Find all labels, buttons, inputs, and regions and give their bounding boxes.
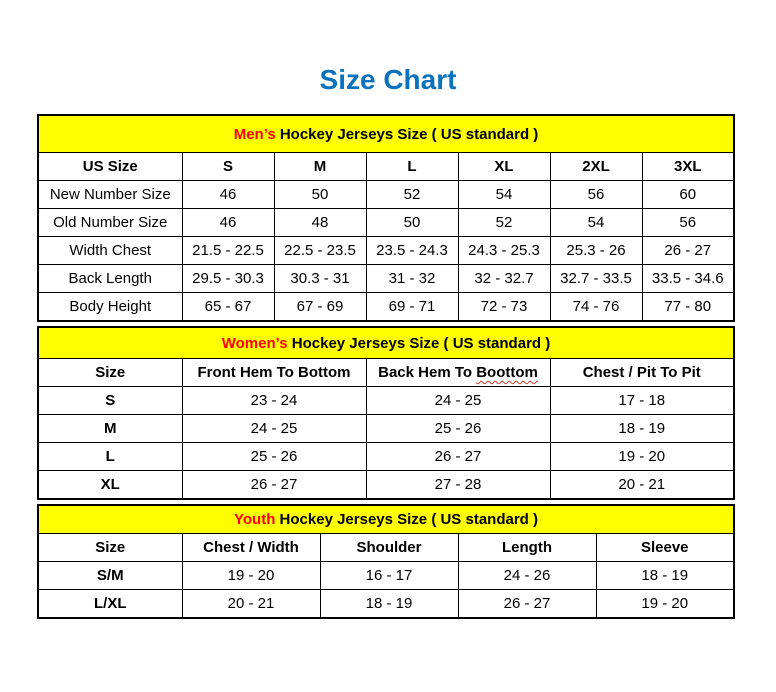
mens-col-header-5: 2XL <box>550 153 642 181</box>
mens-cell-r0-c5: 60 <box>642 181 734 209</box>
mens-cell-r3-c5: 33.5 - 34.6 <box>642 265 734 293</box>
youth-banner-highlight: Youth <box>234 511 276 528</box>
womens-cell-r2-c1: 26 - 27 <box>366 443 550 471</box>
youth-col-header-3: Length <box>458 534 596 562</box>
mens-table-row-1 <box>38 209 734 237</box>
mens-row-label-0: New Number Size <box>38 181 182 209</box>
mens-cell-r0-c0: 46 <box>182 181 274 209</box>
mens-cell-r2-c2: 23.5 - 24.3 <box>366 237 458 265</box>
womens-cell-r2-c2: 19 - 20 <box>550 443 734 471</box>
youth-cell-r0-c2: 24 - 26 <box>458 562 596 590</box>
youth-banner <box>38 505 734 534</box>
womens-table-row-1 <box>38 415 734 443</box>
mens-banner-highlight: Men’s <box>233 125 276 143</box>
mens-cell-r0-c1: 50 <box>274 181 366 209</box>
mens-cell-r3-c0: 29.5 - 30.3 <box>182 265 274 293</box>
mens-cell-r2-c1: 22.5 - 23.5 <box>274 237 366 265</box>
womens-cell-r3-c1: 27 - 28 <box>366 471 550 500</box>
mens-row-label-2: Width Chest <box>38 237 182 265</box>
youth-cell-r1-c3: 19 - 20 <box>596 590 734 619</box>
womens-row-label-1: M <box>38 415 182 443</box>
womens-col-header-3: Chest / Pit To Pit <box>550 359 734 387</box>
womens-cell-r3-c2: 20 - 21 <box>550 471 734 500</box>
womens-table-row-2 <box>38 443 734 471</box>
youth-cell-r0-c3: 18 - 19 <box>596 562 734 590</box>
mens-banner-text: Hockey Jerseys Size ( US standard ) <box>275 125 539 143</box>
womens-col-header-0: Size <box>38 359 182 387</box>
womens-banner <box>38 327 734 359</box>
youth-row-label-0: S/M <box>38 562 182 590</box>
mens-row-label-3: Back Length <box>38 265 182 293</box>
youth-cell-r1-c2: 26 - 27 <box>458 590 596 619</box>
womens-cell-r1-c1: 25 - 26 <box>366 415 550 443</box>
youth-row-label-1: L/XL <box>38 590 182 619</box>
mens-table-row-3 <box>38 265 734 293</box>
youth-cell-r0-c0: 19 - 20 <box>182 562 320 590</box>
mens-cell-r2-c3: 24.3 - 25.3 <box>458 237 550 265</box>
mens-cell-r3-c3: 32 - 32.7 <box>458 265 550 293</box>
womens-row-label-2: L <box>38 443 182 471</box>
womens-cell-r1-c2: 18 - 19 <box>550 415 734 443</box>
mens-cell-r4-c0: 65 - 67 <box>182 293 274 322</box>
mens-col-header-3: L <box>366 153 458 181</box>
mens-col-header-1: S <box>182 153 274 181</box>
size-chart-tables <box>37 114 735 619</box>
mens-cell-r2-c5: 26 - 27 <box>642 237 734 265</box>
womens-banner-text: Hockey Jerseys Size ( US standard ) <box>287 334 551 352</box>
youth-banner-text: Hockey Jerseys Size ( US standard ) <box>275 511 538 528</box>
womens-row-label-3: XL <box>38 471 182 500</box>
mens-size-table <box>37 114 735 322</box>
youth-table-row-0 <box>38 562 734 590</box>
mens-cell-r2-c4: 25.3 - 26 <box>550 237 642 265</box>
mens-cell-r4-c5: 77 - 80 <box>642 293 734 322</box>
mens-cell-r3-c1: 30.3 - 31 <box>274 265 366 293</box>
womens-cell-r3-c0: 26 - 27 <box>182 471 366 500</box>
mens-cell-r4-c2: 69 - 71 <box>366 293 458 322</box>
mens-cell-r3-c4: 32.7 - 33.5 <box>550 265 642 293</box>
youth-col-header-1: Chest / Width <box>182 534 320 562</box>
womens-cell-r2-c0: 25 - 26 <box>182 443 366 471</box>
mens-row-label-4: Body Height <box>38 293 182 322</box>
mens-cell-r0-c3: 54 <box>458 181 550 209</box>
mens-cell-r0-c4: 56 <box>550 181 642 209</box>
mens-cell-r1-c3: 52 <box>458 209 550 237</box>
mens-banner <box>38 115 734 153</box>
youth-table-row-1 <box>38 590 734 619</box>
mens-cell-r1-c1: 48 <box>274 209 366 237</box>
womens-col-header-1: Front Hem To Bottom <box>182 359 366 387</box>
womens-banner-highlight: Women’s <box>221 334 288 352</box>
mens-cell-r1-c0: 46 <box>182 209 274 237</box>
mens-cell-r2-c0: 21.5 - 22.5 <box>182 237 274 265</box>
mens-table-row-4 <box>38 293 734 322</box>
mens-col-header-6: 3XL <box>642 153 734 181</box>
mens-table-row-0 <box>38 181 734 209</box>
womens-cell-r1-c0: 24 - 25 <box>182 415 366 443</box>
mens-col-header-0: US Size <box>38 153 182 181</box>
womens-table-row-0 <box>38 387 734 415</box>
misspelled-word-squiggle: Boottom <box>476 364 538 381</box>
youth-size-table <box>37 504 735 619</box>
mens-col-header-2: M <box>274 153 366 181</box>
mens-row-label-1: Old Number Size <box>38 209 182 237</box>
youth-cell-r1-c0: 20 - 21 <box>182 590 320 619</box>
womens-col-header-2: Back Hem To Boottom <box>366 359 550 387</box>
mens-table-row-2 <box>38 237 734 265</box>
mens-col-header-4: XL <box>458 153 550 181</box>
youth-col-header-2: Shoulder <box>320 534 458 562</box>
womens-cell-r0-c0: 23 - 24 <box>182 387 366 415</box>
womens-size-table <box>37 326 735 500</box>
womens-cell-r0-c1: 24 - 25 <box>366 387 550 415</box>
youth-col-header-4: Sleeve <box>596 534 734 562</box>
mens-cell-r1-c2: 50 <box>366 209 458 237</box>
mens-cell-r3-c2: 31 - 32 <box>366 265 458 293</box>
mens-cell-r1-c5: 56 <box>642 209 734 237</box>
womens-cell-r0-c2: 17 - 18 <box>550 387 734 415</box>
youth-cell-r1-c1: 18 - 19 <box>320 590 458 619</box>
mens-cell-r0-c2: 52 <box>366 181 458 209</box>
womens-table-row-3 <box>38 471 734 500</box>
youth-col-header-0: Size <box>38 534 182 562</box>
page-title: Size Chart <box>319 64 457 95</box>
mens-cell-r4-c1: 67 - 69 <box>274 293 366 322</box>
mens-cell-r1-c4: 54 <box>550 209 642 237</box>
womens-row-label-0: S <box>38 387 182 415</box>
youth-cell-r0-c1: 16 - 17 <box>320 562 458 590</box>
mens-cell-r4-c3: 72 - 73 <box>458 293 550 322</box>
mens-cell-r4-c4: 74 - 76 <box>550 293 642 322</box>
